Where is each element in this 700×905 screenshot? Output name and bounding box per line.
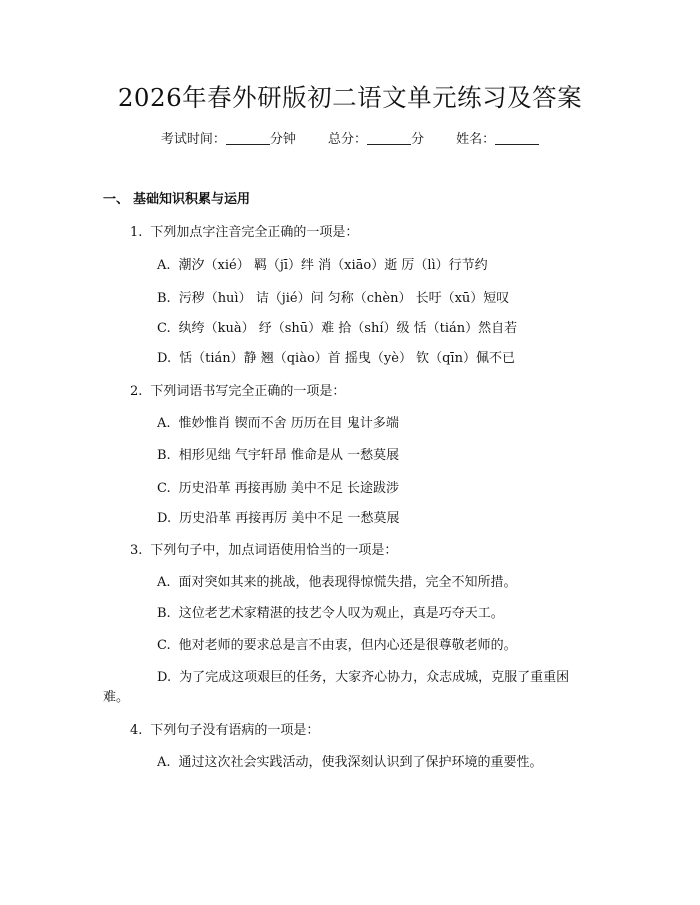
option-text: 为了完成这项艰巨的任务，大家齐心协力，众志成城，克服了重重困 bbox=[179, 670, 570, 685]
option-text: 这位老艺术家精湛的技艺令人叹为观止，真是巧夺天工。 bbox=[178, 606, 504, 621]
page-title: 2026年春外研版初二语文单元练习及答案 bbox=[117, 83, 583, 112]
question-1-option-d bbox=[157, 349, 515, 369]
total-score-blank bbox=[367, 130, 411, 145]
question-number: 1. bbox=[130, 225, 143, 240]
option-text: 恬（tián）静 翘（qiào）首 摇曳（yè） 钦（qīn）佩不已 bbox=[179, 351, 515, 366]
option-letter: C. bbox=[157, 481, 171, 496]
question-1-option-a bbox=[157, 256, 488, 276]
option-letter: A. bbox=[157, 575, 171, 590]
option-text: 通过这次社会实践活动，使我深刻认识到了保护环境的重要性。 bbox=[178, 755, 543, 770]
question-3-option-d-continuation: 难。 bbox=[103, 690, 130, 705]
question-3 bbox=[130, 541, 397, 561]
total-score-label: 总分： bbox=[327, 132, 367, 147]
option-letter: A. bbox=[157, 755, 171, 770]
question-number: 4. bbox=[130, 723, 143, 738]
option-text: 面对突如其来的挑战，他表现得惊慌失措，完全不知所措。 bbox=[178, 575, 517, 590]
option-letter: D. bbox=[157, 511, 172, 526]
option-text: 相形见绌 气宇轩昂 惟命是从 一愁莫展 bbox=[178, 448, 400, 463]
question-number: 2. bbox=[130, 384, 143, 399]
question-3-option-a bbox=[157, 573, 517, 593]
option-text: 惟妙惟肖 锲而不舍 历历在目 鬼计多端 bbox=[178, 416, 399, 431]
question-4-option-a bbox=[157, 753, 543, 773]
question-2-option-a bbox=[157, 414, 399, 434]
option-text: 污秽（huì） 诘（jié）问 匀称（chèn） 长吁（xū）短叹 bbox=[178, 291, 510, 306]
option-letter: B. bbox=[157, 606, 171, 621]
student-name-blank bbox=[495, 130, 539, 145]
question-text: 下列句子没有语病的一项是： bbox=[150, 723, 320, 738]
section-title: 基础知识积累与运用 bbox=[133, 192, 251, 207]
question-1-option-b bbox=[157, 289, 509, 309]
option-letter: A. bbox=[157, 416, 171, 431]
option-letter: C. bbox=[157, 321, 171, 336]
question-text: 下列加点字注音完全正确的一项是： bbox=[150, 225, 359, 240]
exam-time-label: 考试时间： bbox=[160, 132, 226, 147]
question-4 bbox=[130, 721, 319, 741]
question-2 bbox=[130, 382, 345, 402]
option-letter: B. bbox=[157, 291, 171, 306]
question-text: 下列词语书写完全正确的一项是： bbox=[150, 384, 346, 399]
question-1 bbox=[130, 223, 358, 243]
student-name-label: 姓名： bbox=[456, 132, 496, 147]
option-text: 历史沿革 再接再励 美中不足 长途跋涉 bbox=[178, 481, 400, 496]
question-3-option-c bbox=[157, 636, 517, 656]
option-letter: A. bbox=[157, 258, 171, 273]
exam-time-blank bbox=[226, 130, 270, 145]
option-text: 纨绔（kuà） 纾（shū）难 拾（shí）级 恬（tián）然自若 bbox=[178, 321, 518, 336]
exam-meta bbox=[0, 130, 700, 150]
exam-time-field bbox=[161, 132, 296, 147]
option-letter: D. bbox=[157, 670, 172, 685]
section-number: 一、 bbox=[103, 192, 130, 207]
option-text: 历史沿革 再接再厉 美中不足 一愁莫展 bbox=[179, 511, 400, 526]
question-number: 3. bbox=[130, 543, 143, 558]
question-3-option-d bbox=[157, 668, 597, 688]
question-2-option-b bbox=[157, 446, 399, 466]
total-score-unit: 分 bbox=[411, 132, 425, 147]
question-3-option-b bbox=[157, 604, 504, 624]
question-1-option-c bbox=[157, 319, 517, 339]
option-letter: C. bbox=[157, 638, 171, 653]
option-text: 潮汐（xié） 羁（jī）绊 消（xiāo）逝 厉（lì）行节约 bbox=[178, 258, 488, 273]
option-letter: B. bbox=[157, 448, 171, 463]
option-letter: D. bbox=[157, 351, 172, 366]
total-score-field bbox=[328, 132, 424, 147]
section-heading bbox=[103, 190, 250, 210]
question-text: 下列句子中，加点词语使用恰当的一项是： bbox=[150, 543, 398, 558]
question-2-option-d bbox=[157, 509, 400, 529]
question-2-option-c bbox=[157, 479, 399, 499]
option-text: 他对老师的要求总是言不由衷，但内心还是很尊敬老师的。 bbox=[178, 638, 517, 653]
student-name-field bbox=[456, 132, 539, 147]
exam-time-unit: 分钟 bbox=[269, 132, 296, 147]
